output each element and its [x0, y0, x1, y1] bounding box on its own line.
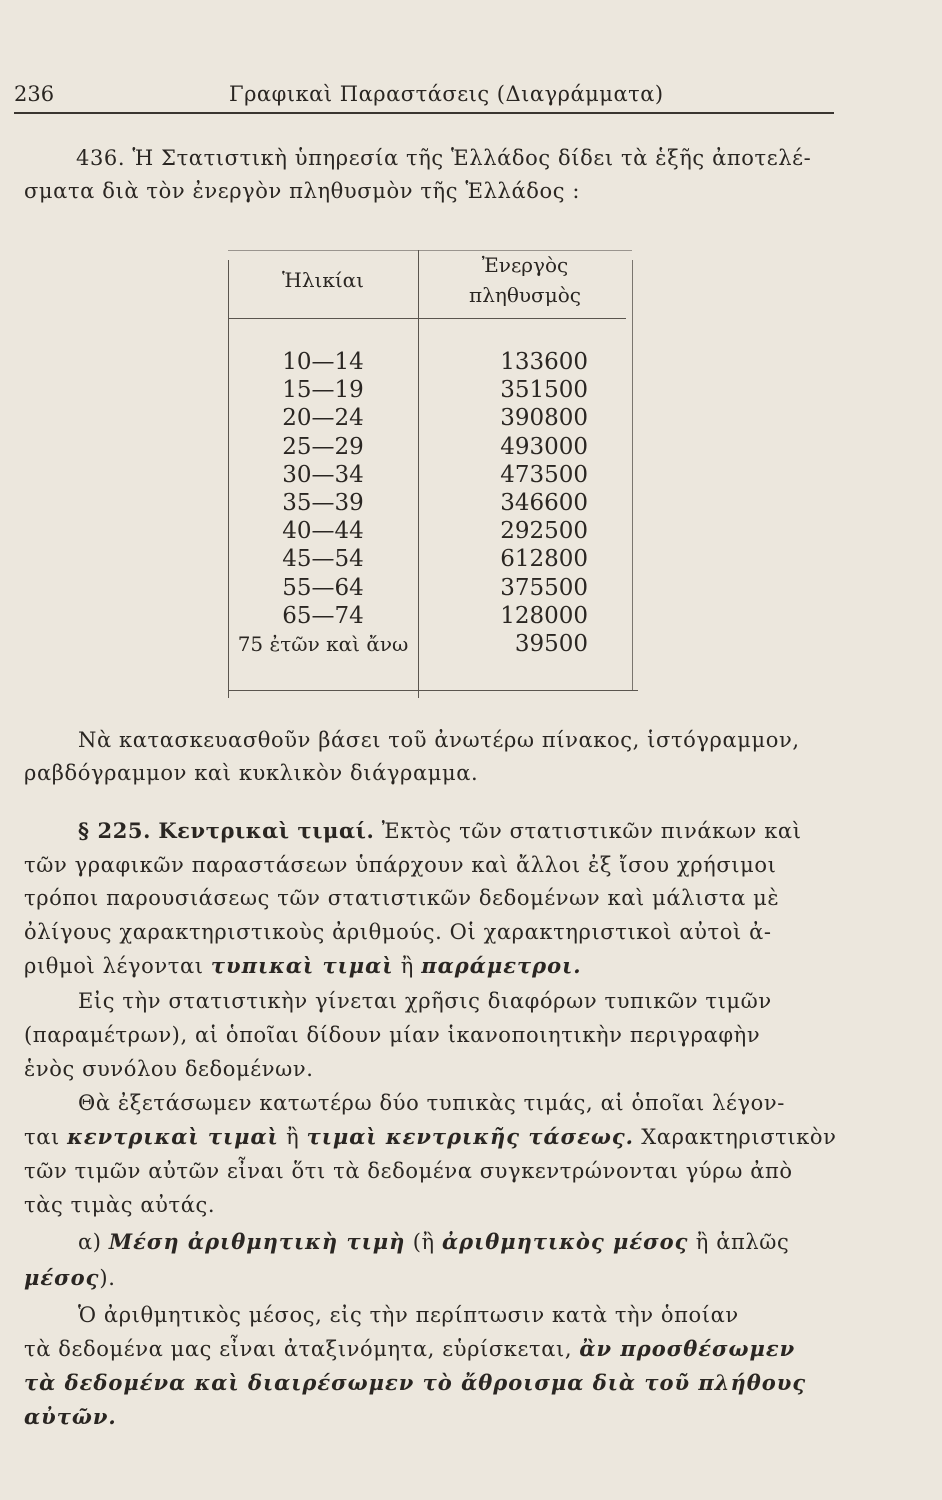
item-label: α) — [78, 1230, 102, 1254]
population-cell: 39500 — [514, 630, 588, 657]
section-line-5-text: ριθμοὶ λέγονται — [24, 954, 204, 978]
task-line-2: ραβδόγραμμον καὶ κυκλικὸν διάγραμμα. — [24, 761, 479, 785]
table-row — [228, 517, 640, 545]
para3-line-2-start: ται — [24, 1125, 60, 1149]
para3-line-2 — [24, 1120, 850, 1154]
section-number: § 225. — [78, 818, 152, 843]
population-cell: 128000 — [500, 602, 588, 629]
age-cell: 75 ἐτῶν καὶ ἄνω — [237, 631, 409, 656]
section-line-4: ὀλίγους χαρακτηριστικοὺς ἀριθμούς. Οἱ χαρακτηριστικοὶ αὐτοὶ ἀ- — [24, 919, 772, 944]
population-table — [228, 240, 640, 695]
para3-line-2-or: ἢ — [286, 1125, 300, 1149]
table-row — [228, 348, 640, 376]
table-body — [228, 348, 640, 658]
age-cell: 10—14 — [282, 349, 364, 375]
column-header-age: Ἡλικίαι — [281, 268, 365, 292]
para2-line-3: ἑνὸς συνόλου δεδομένων. — [24, 1057, 314, 1081]
para4-line-1-end: ἢ ἁπλῶς — [695, 1230, 790, 1254]
para4-paren: (ἢ — [412, 1230, 435, 1254]
table-row — [228, 602, 640, 630]
term-arithmetic-average: ἀριθμητικὸς μέσος — [441, 1229, 689, 1254]
para5-line-4 — [24, 1400, 850, 1434]
problem-line-1: 436. Ἡ Στατιστικὴ ὑπηρεσία τῆς Ἑλλάδος δίδει τὰ ἑξῆς ἀποτελέ- — [76, 146, 812, 170]
population-cell: 133600 — [500, 349, 588, 375]
table-bottom-rule — [228, 690, 638, 691]
age-cell: 20—24 — [282, 405, 364, 432]
section-225 — [24, 814, 850, 984]
population-cell: 493000 — [500, 433, 588, 460]
para5-emphasis-2: τὰ δεδομένα καὶ διαιρέσωμεν τὸ ἄθροισμα διὰ τοῦ πλήθους — [24, 1370, 807, 1395]
term-central-tendency: τιμαὶ κεντρικῆς τάσεως. — [306, 1124, 634, 1149]
age-cell: 55—64 — [282, 574, 364, 601]
table-row — [228, 433, 640, 461]
section-heading-line — [24, 814, 850, 849]
population-cell: 351500 — [500, 377, 588, 404]
para3-line-3: τῶν τιμῶν αὐτῶν εἶναι ὅτι τὰ δεδομένα συγκεντρώνονται γύρω ἀπὸ — [24, 1159, 793, 1183]
age-cell: 15—19 — [282, 377, 364, 404]
term-typical-values: τυπικαὶ τιμαὶ — [210, 953, 394, 978]
section-line-5-or: ἢ — [400, 954, 414, 978]
table-row — [228, 630, 640, 658]
task-statement — [24, 724, 850, 790]
para5-line-2-start: τὰ δεδομένα μας εἶναι ἀταξινόμητα, εὑρίσκεται, — [24, 1337, 573, 1361]
para3-line-4: τὰς τιμὰς αὐτάς. — [24, 1193, 216, 1217]
para5-line-1: Ὁ ἀριθμητικὸς μέσος, εἰς τὴν περίπτωσιν κατὰ τὴν ὁποίαν — [78, 1303, 739, 1327]
para5-line-2 — [24, 1332, 850, 1366]
population-cell: 346600 — [500, 489, 588, 516]
age-cell: 40—44 — [282, 518, 364, 545]
section-line-5 — [24, 949, 850, 984]
term-parameters: παράμετροι. — [421, 953, 582, 978]
task-line-1: Νὰ κατασκευασθοῦν βάσει τοῦ ἀνωτέρω πίνακος, ἱστόγραμμον, — [78, 728, 800, 752]
paragraph-3 — [24, 1086, 850, 1222]
para4-line-1 — [24, 1224, 850, 1260]
para4-line-2 — [24, 1260, 850, 1296]
table-header-rule — [228, 318, 626, 319]
problem-statement — [24, 142, 850, 208]
age-cell: 35—39 — [282, 489, 364, 516]
population-cell: 390800 — [500, 405, 588, 432]
para4-line-2-end: ). — [99, 1266, 116, 1290]
header-rule — [14, 112, 834, 114]
table-row — [228, 461, 640, 489]
age-cell: 65—74 — [282, 602, 364, 629]
paragraph-5 — [24, 1298, 850, 1434]
population-cell: 292500 — [500, 518, 588, 545]
table-row — [228, 574, 640, 602]
section-line-3: τρόποι παρουσιάσεως τῶν στατιστικῶν δεδομένων καὶ μάλιστα μὲ — [24, 886, 780, 910]
running-title: Γραφικαὶ Παραστάσεις (Διαγράμματα) — [229, 82, 664, 106]
column-header-population — [418, 250, 632, 310]
age-cell: 30—34 — [282, 461, 364, 488]
term-arithmetic-mean: Μέση ἀριθμητικὴ τιμὴ — [108, 1229, 406, 1254]
section-line-2: τῶν γραφικῶν παραστάσεων ὑπάρχουν καὶ ἄλλοι ἐξ ἴσου χρήσιμοι — [24, 852, 777, 877]
para2-line-1: Εἰς τὴν στατιστικὴν γίνεται χρῆσις διαφόρων τυπικῶν τιμῶν — [78, 989, 772, 1013]
table-row — [228, 545, 640, 573]
table-row — [228, 404, 640, 432]
para2-line-2: (παραμέτρων), αἱ ὁποῖαι δίδουν μίαν ἱκανοποιητικὴν περιγραφὴν — [24, 1023, 761, 1047]
population-cell: 612800 — [500, 546, 588, 573]
para5-emphasis-3: αὐτῶν. — [24, 1404, 117, 1429]
problem-line-2: σματα διὰ τὸν ἐνεργὸν πληθυσμὸν τῆς Ἑλλάδος : — [24, 179, 581, 203]
section-heading: Κεντρικαὶ τιμαί. — [158, 818, 375, 843]
term-mean: μέσος — [24, 1265, 100, 1290]
table-row — [228, 376, 640, 404]
para3-line-1: Θὰ ἐξετάσωμεν κατωτέρω δύο τυπικὰς τιμάς, αἱ ὁποῖαι λέγον- — [78, 1091, 785, 1115]
para3-line-2-end: Χαρακτηριστικὸν — [641, 1125, 837, 1149]
para5-emphasis-1: ἂν προσθέσωμεν — [579, 1336, 796, 1361]
population-cell: 375500 — [500, 574, 588, 601]
column-header-population-line-2: πληθυσμὸς — [469, 283, 581, 307]
age-cell: 45—54 — [282, 546, 364, 573]
term-central-values: κεντρικαὶ τιμαὶ — [67, 1124, 279, 1149]
paragraph-4 — [24, 1224, 850, 1296]
population-cell: 473500 — [500, 461, 588, 488]
paragraph-2 — [24, 984, 850, 1086]
column-header-population-line-1: Ἐνεργὸς — [481, 253, 569, 277]
age-cell: 25—29 — [282, 433, 364, 460]
table-row — [228, 489, 640, 517]
page-header — [14, 82, 834, 122]
page-number: 236 — [14, 82, 55, 106]
para5-line-3 — [24, 1366, 850, 1400]
section-line-1-rest: Ἐκτὸς τῶν στατιστικῶν πινάκων καὶ — [381, 819, 802, 843]
